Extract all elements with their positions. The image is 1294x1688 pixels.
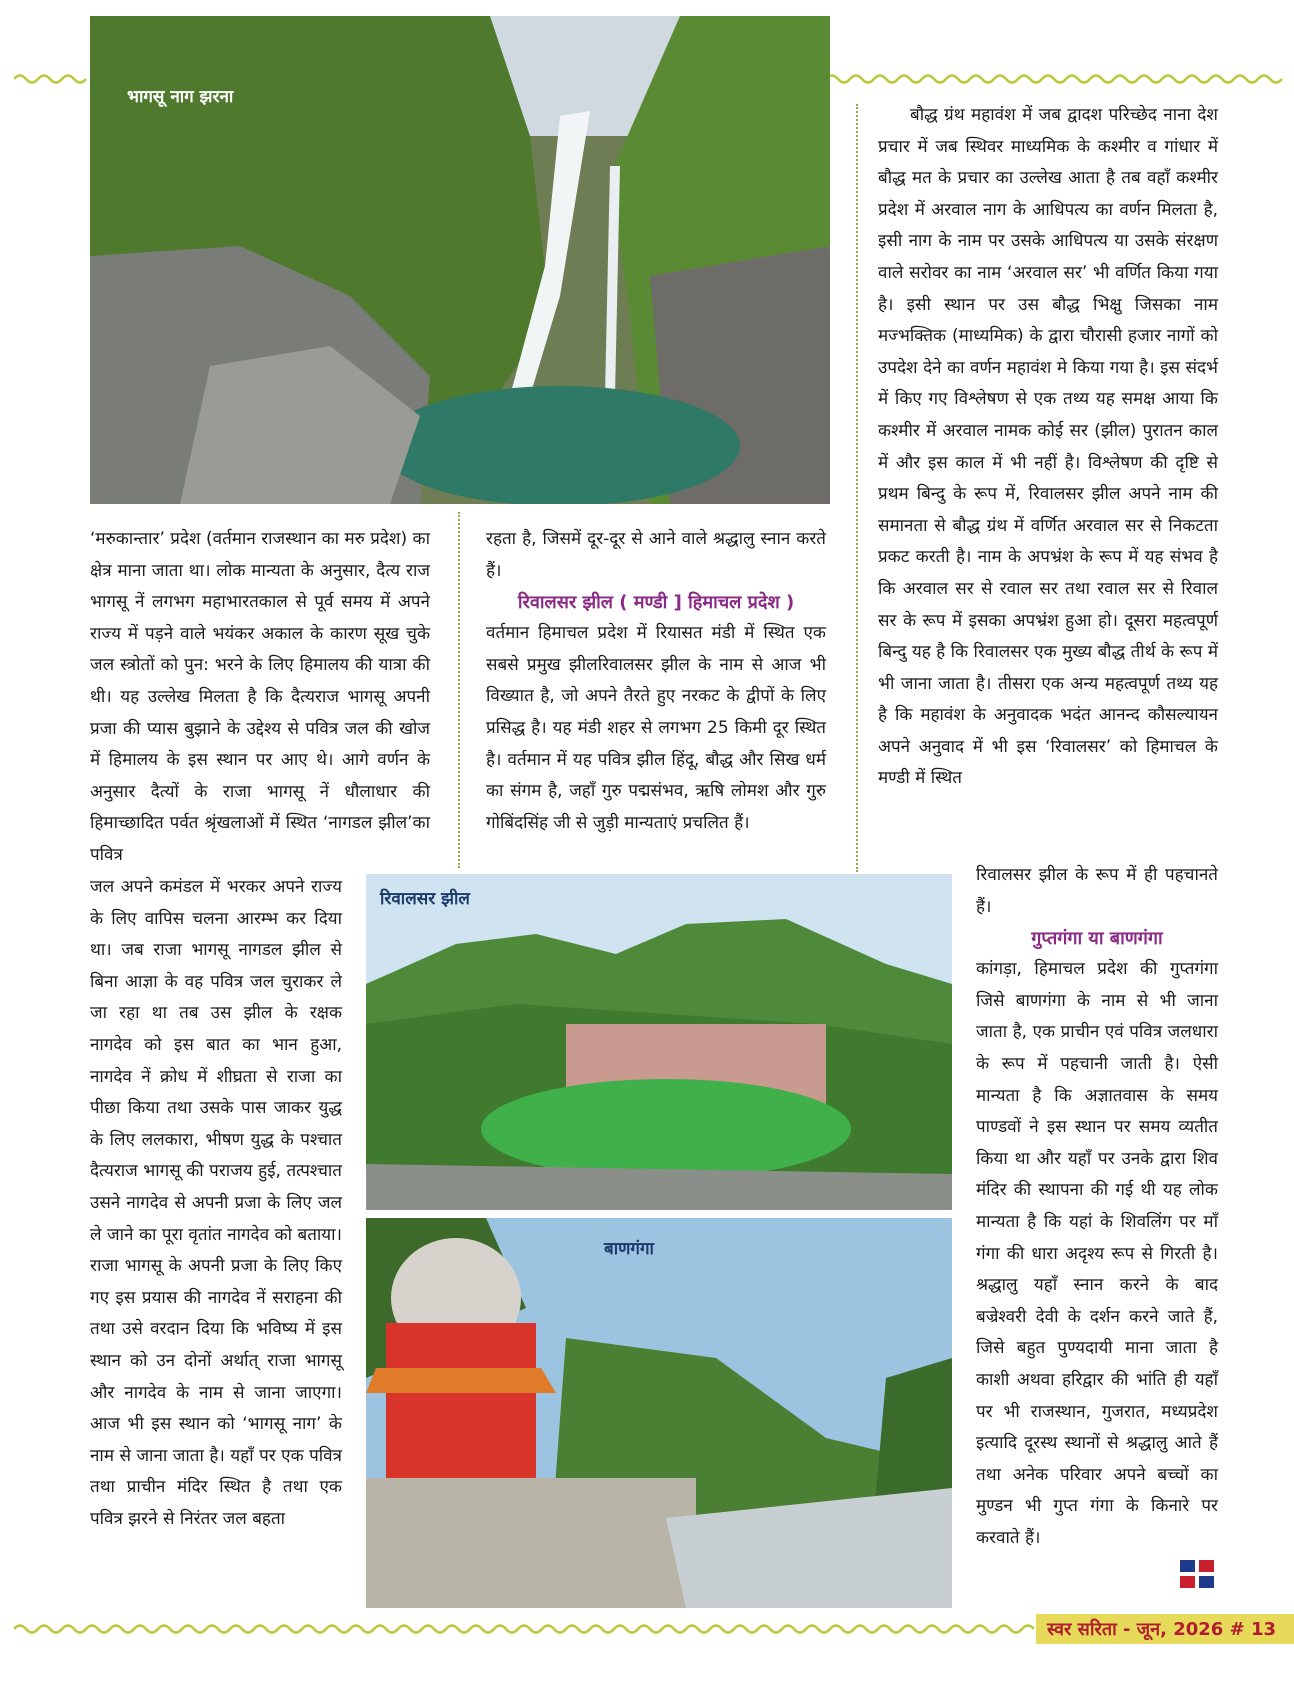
guptganga-heading: गुप्तगंगा या बाणगंगा bbox=[1031, 928, 1163, 950]
temple-photo bbox=[366, 1218, 952, 1608]
column-divider-right bbox=[856, 104, 858, 872]
left-column-narrow bbox=[90, 872, 342, 1535]
temple-caption: बाणगंगा bbox=[604, 1239, 654, 1259]
left-column-top bbox=[90, 524, 430, 872]
left-top-paragraph: ‘मरुकान्तार’ प्रदेश (वर्तमान राजस्थान का मरु प्रदेश) का क्षेत्र माना जाता था। लोक मान्यता के अनुसार, दैत्य राज भागसू नें लगभग महाभारतकाल से पूर्व समय में अपने राज्य में पड़ने वाले भयंकर अकाल के कारण सूख चुके जल स्त्रोतों को पुन: भरने के लिए हिमालय की यात्रा की थी। यह उल्लेख मिलता है कि दैत्यराज भागसू अपनी प्रजा की प्यास बुझाने के उद्देश्य से पवित्र जल की खोज में हिमालय के इस स्थान पर आए थे। आगे वर्णन के अनुसार दैत्यों के राजा भागसू नें धौलाधार की हिमाच्छादित पर्वत श्रृंखलाओं में स्थित ‘नागडल झील’का पवित्र bbox=[90, 529, 430, 865]
top-wave-right bbox=[778, 72, 1284, 86]
middle-body-paragraph: वर्तमान हिमाचल प्रदेश में रियासत मंडी में स्थित एक सबसे प्रमुख झीलरिवालसर झील के नाम से आज भी विख्यात है, जो अपने तैरते हुए नरकट के द्वीपों के लिए प्रसिद्ध है। यह मंडी शहर से लगभग 25 किमी दूर स्थित है। वर्तमान में यह पवित्र झील हिंदू, बौद्ध और सिख धर्म का संगम है, जहाँ गुरु पद्मसंभव, ऋषि लोमश और गुरु गोबिंदसिंह जी से जुड़ी मान्यताएं प्रचलित हैं। bbox=[486, 623, 826, 833]
middle-top-paragraph: रहता है, जिसमें दूर-दूर से आने वाले श्रद्धालु स्नान करते हैं। bbox=[486, 529, 826, 581]
middle-column bbox=[486, 524, 826, 839]
right-body-paragraph: कांगड़ा, हिमाचल प्रदेश की गुप्तगंगा जिसे बाणगंगा के नाम से भी जाना जाता है, एक प्राचीन एवं पवित्र जलधारा के रूप में पहचानी जाती है। ऐसी मान्यता है कि अज्ञातवास के समय पाण्डवों ने इस स्थान पर समय व्यतीत किया था और यहाँ पर उनके द्वारा शिव मंदिर की स्थापना की गई थी यह लोक मान्यता है कि यहां के शिवलिंग पर माँ गंगा की धारा अदृश्य रूप से गिरती है। श्रद्धालु यहाँ स्नान करने के बाद बज्रेश्वरी देवी के दर्शन करने जाते हैं, जिसे बहुत पुण्यदायी माना जाता है काशी अथवा हरिद्वार की भांति ही यहाँ पर भी राजस्थान, गुजरात, मध्यप्रदेश इत्यादि दूरस्थ स्थानों से श्रद्धालु आते हैं तथा अनेक परिवार अपने बच्चों का मुण्डन भी गुप्त गंगा के किनारे पर करवाते हैं। bbox=[976, 959, 1218, 1548]
waterfall-caption: भागसू नाग झरना bbox=[127, 87, 234, 107]
left-narrow-paragraph: जल अपने कमंडल में भरकर अपने राज्य के लिए वापिस चलना आरम्भ कर दिया था। जब राजा भागसू नागडल झील से बिना आज्ञा के वह पवित्र जल चुराकर ले जा रहा था तब उस झील के रक्षक नागदेव को इस बात का भान हुआ, नागदेव नें क्रोध में शीघ्रता से राजा का पीछा किया तथा उसके पास जाकर युद्ध के लिए ललकारा, भीषण युद्ध के पश्चात दैत्यराज भागसू की पराजय हुई, तत्पश्चात उसने नागदेव से अपनी प्रजा के लिए जल ले जाने का पूरा वृतांत नागदेव को बताया। राजा भागसू के अपनी प्रजा के लिए किए गए इस प्रयास की नागदेव नें सराहना की तथा उसे वरदान दिया कि भविष्य में इस स्थान को उन दोनों अर्थात् राजा भागसू और नागदेव के नाम से जाना जाएगा। आज भी इस स्थान को ‘भागसू नाग’ के नाम से जाना जाता है। यहाँ पर एक पवित्र तथा प्राचीन मंदिर स्थित है तथा एक पवित्र झरने से निरंतर जल बहता bbox=[90, 877, 342, 1529]
right-column-top bbox=[878, 100, 1218, 795]
right-narrow-paragraph: रिवालसर झील के रूप में ही पहचानते हैं। bbox=[976, 865, 1218, 917]
page-footer bbox=[1036, 1614, 1294, 1644]
lake-photo bbox=[366, 874, 952, 1210]
riwalsar-heading: रिवालसर झील ( मण्डी ] हिमाचल प्रदेश ) bbox=[517, 592, 795, 614]
column-divider-mid bbox=[458, 512, 460, 868]
section-end-icon bbox=[1180, 1560, 1214, 1588]
footer-text: स्वर सरिता - जून, 2026 # 13 bbox=[1047, 1619, 1276, 1640]
right-top-paragraph: बौद्ध ग्रंथ महावंश में जब द्वादश परिच्छेद नाना देश प्रचार में जब स्थिवर माध्यमिक के कश्मीर व गांधार में बौद्ध मत के प्रचार का उल्लेख आता है तब वहाँ कश्मीर प्रदेश में अरवाल नाग के आधिपत्य का वर्णन मिलता है, इसी नाग के नाम पर उसके आधिपत्य या उसके संरक्षण वाले सरोवर का नाम ‘अरवाल सर’ भी वर्णित किया गया है। इसी स्थान पर उस बौद्ध भिक्षु जिसका नाम मज्भक्तिक (माध्यमिक) के द्वारा चौरासी हजार नागों को उपदेश देने का वर्णन महावंश मे किया गया है। इस संदर्भ में किए गए विश्लेषण से एक तथ्य यह समक्ष आया कि कश्मीर में अरवाल नामक कोई सर (झील) पुरातन काल में और इस काल में भी नहीं है। विश्लेषण की दृष्टि से प्रथम बिन्दु के रूप में, रिवालसर झील अपने नाम की समानता से बौद्ध ग्रंथ में वर्णित अरवाल सर से निकटता प्रकट करती है। नाम के अपभ्रंश के रूप में यह संभव है कि अरवाल सर से रवाल सर तथा रवाल सर से रिवाल सर के रूप में इसका अपभ्रंश हुआ हो। दूसरा महत्वपूर्ण बिन्दु यह है कि रिवालसर एक मुख्य बौद्ध तीर्थ के रूप में भी जाना जाता है। तीसरा एक अन्य महत्वपूर्ण तथ्य यह है कि महावंश के अनुवादक भदंत आनन्द कौसल्यायन अपने अनुवाद में भी इस ‘रिवालसर’ को हिमाचल के मण्डी में स्थित bbox=[878, 105, 1218, 789]
right-column-narrow bbox=[976, 860, 1218, 1554]
bottom-wave bbox=[14, 1622, 1034, 1636]
top-wave-left bbox=[14, 72, 88, 86]
lake-caption: रिवालसर झील bbox=[380, 889, 470, 909]
